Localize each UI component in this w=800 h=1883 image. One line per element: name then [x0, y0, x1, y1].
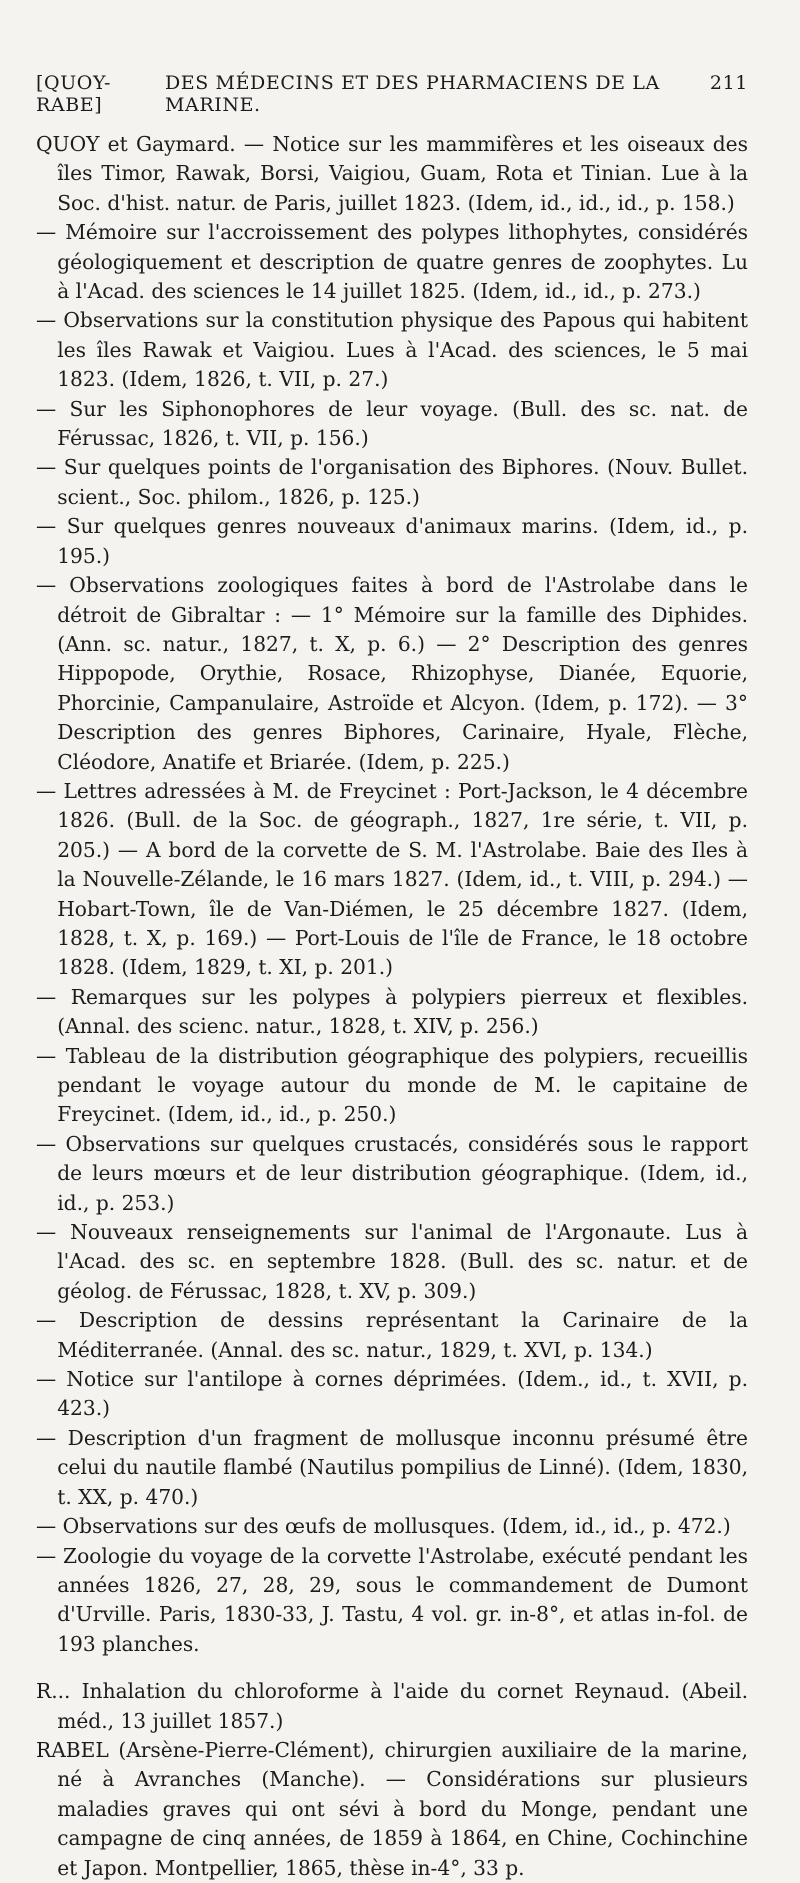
- bibliography-entry: — Description d'un fragment de mollusque inconnu présumé être celui du nautile flambé (Nautilus pompilius de Linné). (Idem, 1830, t. XX, p. 470.): [36, 1425, 748, 1509]
- bibliography-entries: [36, 130, 748, 1883]
- bibliography-entry: — Sur quelques genres nouveaux d'animaux marins. (Idem, id., p. 195.): [36, 514, 748, 568]
- bibliography-entry: — Observations sur quelques crustacés, considérés sous le rapport de leurs mœurs et de leur distribution géographique. (Idem, id., id., p. 253.): [36, 1131, 748, 1215]
- running-head-title: DES MÉDECINS ET DES PHARMACIENS DE LA MARINE.: [164, 72, 660, 116]
- running-head-left: [QUOY-RABE]: [36, 72, 112, 116]
- bibliography-entry: — Lettres adressées à M. de Freycinet : Port-Jackson, le 4 décembre 1826. (Bull. de la Soc. de géograph., 1827, 1re série, t. VII, p. 205.) — A bord de la corvette de S. M. l'Astrolabe. Baie des Iles à la Nouvelle-Zélande, le 16 mars 1827. (Idem, id., t. VIII, p. 294.) — Hobart-Town, île de Van-Diémen, le 25 décembre 1827. (Idem, 1828, t. X, p. 169.) — Port-Louis de l'île de France, le 18 octobre 1828. (Idem, 1829, t. XI, p. 201.): [36, 778, 748, 980]
- bibliography-entry: — Sur les Siphonophores de leur voyage. (Bull. des sc. nat. de Férussac, 1826, t. VII, p. 156.): [36, 396, 748, 451]
- bibliography-entry: — Sur quelques points de l'organisation des Biphores. (Nouv. Bullet. scient., Soc. philom., 1826, p. 125.): [36, 455, 748, 509]
- bibliography-entry: — Remarques sur les polypes à polypiers pierreux et flexibles. (Annal. des scienc. natur., 1828, t. XIV, p. 256.): [36, 984, 748, 1039]
- bibliography-entry: — Description de dessins représentant la Carinaire de la Méditerranée. (Annal. des sc. natur., 1829, t. XVI, p. 134.): [36, 1308, 748, 1362]
- page-number: 211: [709, 72, 748, 94]
- bibliography-entry: — Observations sur des œufs de mollusques. (Idem, id., id., p. 472.): [36, 1514, 731, 1539]
- bibliography-entry: — Observations zoologiques faites à bord de l'Astrolabe dans le détroit de Gibraltar : — 1° Mémoire sur la famille des Diphides. (Ann. sc. natur., 1827, t. X, p. 6.) — 2° Description des genres Hippopode, Orythie, Rosace, Rhizophyse, Dianée, Equorie, Phorcinie, Campanulaire, Astroïde et Alcyon. (Idem, p. 172). — 3° Description des genres Biphores, Carinaire, Hyale, Flèche, Cléodore, Anatife et Briarée. (Idem, p. 225.): [36, 573, 748, 774]
- bibliography-entry: — Zoologie du voyage de la corvette l'Astrolabe, exécuté pendant les années 1826, 27, 28, 29, sous le commandement de Dumont d'Urville. Paris, 1830-33, J. Tastu, 4 vol. gr. in-8°, et atlas in-fol. de 193 planches.: [36, 1543, 748, 1656]
- bibliography-entry: — Notice sur l'antilope à cornes déprimées. (Idem., id., t. XVII, p. 423.): [36, 1367, 748, 1421]
- bibliography-entry: R... Inhalation du chloroforme à l'aide du cornet Reynaud. (Abeil. méd., 13 juillet 1857.): [36, 1679, 748, 1733]
- bibliography-entry: — Tableau de la distribution géographique des polypiers, recueillis pendant le voyage autour du monde de M. le capitaine de Freycinet. (Idem, id., id., p. 250.): [36, 1043, 748, 1127]
- bibliography-entry: — Nouveaux renseignements sur l'animal de l'Argonaute. Lus à l'Acad. des sc. en septembre 1828. (Bull. des sc. natur. et de géolog. de Férussac, 1828, t. XV, p. 309.): [36, 1220, 748, 1303]
- bibliography-entry: — Mémoire sur l'accroissement des polypes lithophytes, considérés géologiquement et description de quatre genres de zoophytes. Lu à l'Acad. des sciences le 14 juillet 1825. (Idem, id., id., p. 273.): [36, 220, 748, 304]
- bibliography-entry: QUOY et Gaymard. — Notice sur les mammifères et les oiseaux des îles Timor, Rawak, Borsi, Vaigiou, Guam, Rota et Tinian. Lue à la Soc. d'hist. natur. de Paris, juillet 1823. (Idem, id., id., id., p. 158.): [36, 132, 748, 215]
- bibliography-entry: — Observations sur la constitution physique des Papous qui habitent les îles Rawak et Vaigiou. Lues à l'Acad. des sciences, le 5 mai 1823. (Idem, 1826, t. VII, p. 27.): [36, 308, 748, 392]
- bibliography-entry: RABEL (Arsène-Pierre-Clément), chirurgien auxiliaire de la marine, né à Avranches (Manche). — Considérations sur plusieurs maladies graves qui ont sévi à bord du Monge, pendant une campagne de cinq années, de 1859 à 1864, en Chine, Cochinchine et Japon. Montpellier, 1865, thèse in-4°, 33 p.: [36, 1737, 748, 1880]
- running-head: [36, 72, 748, 116]
